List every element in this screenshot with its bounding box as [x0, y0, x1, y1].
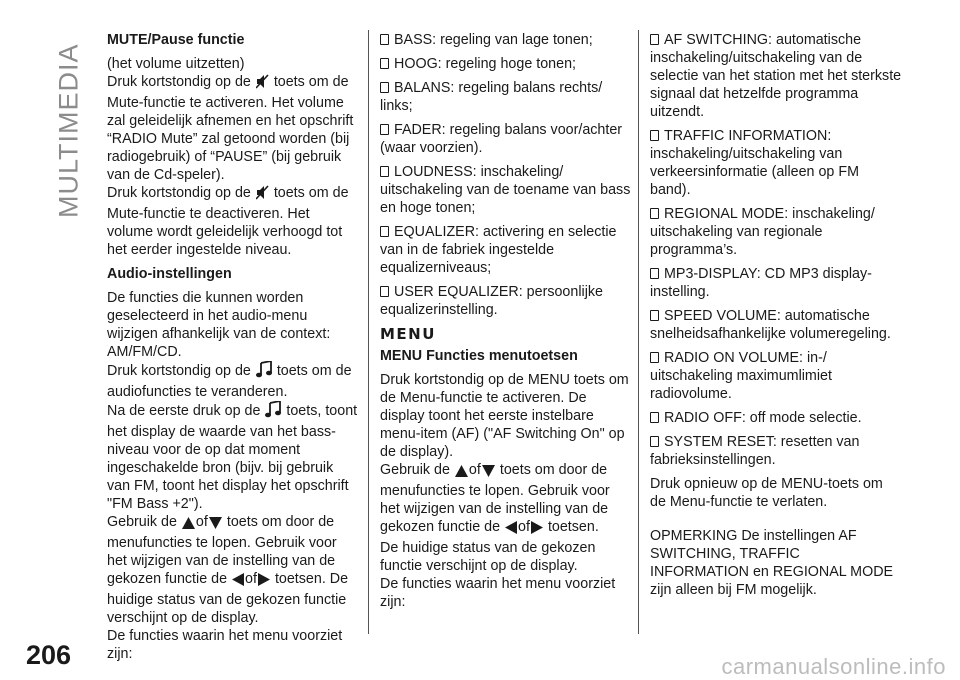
audio-p4-text-c: toetsen. De huidige status van de gekozen functie verschijnt op de display.: [107, 571, 349, 626]
menu-paragraph-4: De functies waarin het menu voorziet zijn:: [380, 576, 616, 610]
audio-function-list: [380, 31, 632, 319]
list-item: [650, 409, 902, 427]
list-item: [380, 163, 632, 217]
square-bullet-icon: [380, 124, 389, 135]
square-bullet-icon: [650, 310, 659, 321]
menu-p2-of-2: of: [518, 519, 530, 535]
square-bullet-icon: [380, 82, 389, 93]
list-item: [650, 205, 902, 259]
menu-p2-text-b: toets om door de menufuncties te lopen. Gebruik voor het wijzigen van de instelling van de gekozen functie de: [380, 462, 610, 535]
exit-menu-paragraph: Druk opnieuw op de MENU-toets om de Menu-functie te verlaten.: [650, 476, 883, 510]
list-item-text: TRAFFIC INFORMATION: inschakeling/uitschakeling van verkeersinformatie (alleen op FM band).: [650, 128, 859, 198]
heading-mute-pause: MUTE/Pause functie: [107, 32, 245, 48]
mute-icon: [256, 185, 269, 205]
triangle-left-icon: [232, 573, 244, 591]
square-bullet-icon: [650, 130, 659, 141]
column-divider-left: [368, 30, 369, 634]
mute-paragraph-3: [107, 184, 359, 259]
list-item-text: BASS: regeling van lage tonen;: [394, 32, 593, 48]
mute-icon: [256, 74, 269, 94]
menu-p2-of: of: [468, 462, 481, 478]
square-bullet-icon: [380, 286, 389, 297]
list-item-text: BALANS: regeling balans rechts/ links;: [380, 80, 603, 114]
mute-p2-text-a: Druk kortstondig op de: [107, 74, 251, 90]
menu-paragraph-1: Druk kortstondig op de MENU toets om de Menu-functie te activeren. De display toont het eerste instelbare menu-item (AF) ("AF Switching On" op de display).: [380, 372, 629, 460]
audio-p2-text-a: Druk kortstondig op de: [107, 363, 251, 379]
square-bullet-icon: [380, 58, 389, 69]
menu-paragraph-3: De huidige status van de gekozen functie verschijnt op de display.: [380, 540, 596, 574]
audio-p4-of: of: [195, 514, 208, 530]
section-side-label: MULTIMEDIA: [53, 43, 84, 218]
audio-paragraph-2: [107, 361, 359, 401]
audio-p3-text-a: Na de eerste druk op de: [107, 403, 261, 419]
heading-menu-keys: MENU Functies menutoetsen: [380, 348, 578, 364]
list-item: [650, 307, 902, 343]
spacer: [650, 511, 902, 527]
audio-p2-text-b: toets om de audiofuncties te veranderen.: [107, 363, 352, 400]
mute-p3-text-b: toets om de Mute-functie te deactiveren. Het volume wordt geleidelijk verhoogd tot het eerder ingestelde niveau.: [107, 185, 349, 258]
mute-paragraph-1: (het volume uitzetten): [107, 56, 245, 72]
list-item-text: AF SWITCHING: automatische inschakeling/uitschakeling van de selectie van het station met het sterkste signaal dat hetzelfde programma uitzendt.: [650, 32, 902, 120]
audio-p3-text-b: toets, toont het display de waarde van het bass-niveau voor de op dat moment ingeschakelde bron (bijv. bij gebruik van FM, toont het display het opschrift "FM Bass +2").: [107, 403, 358, 512]
list-item-text: SPEED VOLUME: automatische snelheidsafhankelijke volumeregeling.: [650, 308, 891, 342]
triangle-up-icon: [182, 516, 195, 534]
column-2: [380, 31, 632, 617]
page-number: 206: [26, 640, 72, 670]
column-1: [107, 31, 359, 669]
mute-p3-text-a: Druk kortstondig op de: [107, 185, 251, 201]
heading-audio-settings: Audio-instellingen: [107, 266, 232, 282]
list-item: [380, 223, 632, 277]
list-item-text: RADIO ON VOLUME: in-/ uitschakeling maximumlimiet radiovolume.: [650, 350, 832, 402]
audio-paragraph-3: [107, 401, 359, 513]
watermark: carmanualsonline.info: [721, 654, 946, 679]
triangle-down-icon: [482, 464, 495, 482]
list-item: [650, 127, 902, 199]
square-bullet-icon: [380, 34, 389, 45]
square-bullet-icon: [650, 352, 659, 363]
heading-menu: MENU: [380, 325, 436, 343]
menu-paragraph-2: [380, 461, 632, 539]
column-3: [650, 31, 902, 605]
list-item-text: HOOG: regeling hoge tonen;: [394, 56, 576, 72]
list-item: [380, 79, 632, 115]
square-bullet-icon: [380, 226, 389, 237]
list-item: [650, 433, 902, 469]
triangle-down-icon: [209, 516, 222, 534]
list-item: [650, 31, 902, 121]
square-bullet-icon: [650, 412, 659, 423]
list-item-text: RADIO OFF: off mode selectie.: [664, 410, 862, 426]
list-item-text: EQUALIZER: activering en selectie van in de fabriek ingestelde equalizerniveaus;: [380, 224, 617, 276]
list-item: [650, 265, 902, 301]
list-item-text: LOUDNESS: inschakeling/ uitschakeling van de toename van bass en hoge tonen;: [380, 164, 631, 216]
triangle-right-icon: [531, 521, 543, 539]
list-item: [380, 55, 632, 73]
triangle-up-icon: [455, 464, 468, 482]
menu-p2-text-c: toetsen.: [547, 519, 599, 535]
music-note-icon: [256, 361, 272, 383]
square-bullet-icon: [650, 208, 659, 219]
note-paragraph: OPMERKING De instellingen AF SWITCHING, TRAFFIC INFORMATION en REGIONAL MODE zijn alleen bij FM mogelijk.: [650, 528, 894, 598]
audio-p4-of-2: of: [245, 571, 257, 587]
audio-p4-text-a: Gebruik de: [107, 514, 177, 530]
square-bullet-icon: [650, 268, 659, 279]
music-note-icon: [265, 401, 281, 423]
list-item-text: REGIONAL MODE: inschakeling/ uitschakeling van regionale programma’s.: [650, 206, 875, 258]
audio-paragraph-4: [107, 513, 359, 627]
list-item: [380, 31, 632, 49]
audio-paragraph-1: De functies die kunnen worden geselecteerd in het audio-menu wijzigen afhankelijk van de context: AM/FM/CD.: [107, 290, 331, 360]
menu-p2-text-a: Gebruik de: [380, 462, 450, 478]
mute-p2-text-b: toets om de Mute-functie te activeren. Het volume zal geleidelijk afnemen en het opschrift “RADIO Mute” zal getoond worden (bij radiogebruik) of “PAUSE” (bij gebruik van de Cd-speler).: [107, 74, 354, 183]
list-item-text: SYSTEM RESET: resetten van fabrieksinstellingen.: [650, 434, 860, 468]
list-item: [380, 121, 632, 157]
list-item-text: MP3-DISPLAY: CD MP3 display-instelling.: [650, 266, 872, 300]
square-bullet-icon: [650, 436, 659, 447]
square-bullet-icon: [650, 34, 659, 45]
list-item-text: USER EQUALIZER: persoonlijke equalizerinstelling.: [380, 284, 603, 318]
list-item: [650, 349, 902, 403]
list-item-text: FADER: regeling balans voor/achter (waar voorzien).: [380, 122, 623, 156]
mute-paragraph-2: [107, 73, 359, 184]
triangle-left-icon: [505, 521, 517, 539]
menu-function-list: [650, 31, 902, 469]
triangle-right-icon: [258, 573, 270, 591]
audio-p4-text-b: toets om door de menufuncties te lopen. Gebruik voor het wijzigen van de instelling van de gekozen functie de: [107, 514, 337, 587]
square-bullet-icon: [380, 166, 389, 177]
list-item: [380, 283, 632, 319]
audio-paragraph-5: De functies waarin het menu voorziet zijn:: [107, 628, 343, 662]
column-divider-right: [638, 30, 639, 634]
